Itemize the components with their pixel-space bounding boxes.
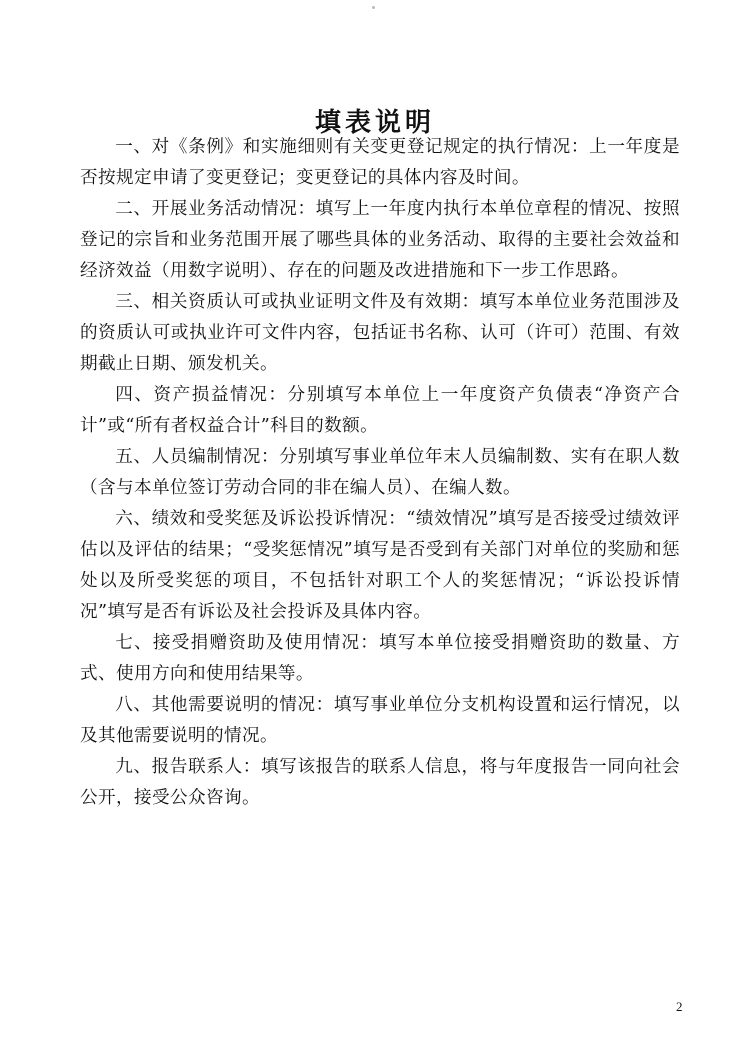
instruction-item-3: 三、相关资质认可或执业证明文件及有效期：填写本单位业务范围涉及的资质认可或执业许可文件内容，包括证书名称、认可（许可）范围、有效期截止日期、颁发机关。 [80, 292, 680, 374]
instruction-item-9: 九、报告联系人：填写该报告的联系人信息，将与年度报告一同向社会公开，接受公众咨询。 [80, 757, 680, 808]
instruction-item-2: 二、开展业务活动情况：填写上一年度内执行本单位章程的情况、按照登记的宗旨和业务范围开展了哪些具体的业务活动、取得的主要社会效益和经济效益（用数字说明）、存在的问题及改进措施和下一步工作思路。 [80, 199, 680, 281]
instruction-item-1: 一、对《条例》和实施细则有关变更登记规定的执行情况：上一年度是否按规定申请了变更登记；变更登记的具体内容及时间。 [80, 137, 680, 188]
instruction-item-7: 七、接受捐赠资助及使用情况：填写本单位接受捐赠资助的数量、方式、使用方向和使用结果等。 [80, 633, 680, 684]
instruction-item-6: 六、绩效和受奖惩及诉讼投诉情况：“绩效情况”填写是否接受过绩效评估以及评估的结果；“受奖惩情况”填写是否受到有关部门对单位的奖励和惩处以及所受奖惩的项目，不包括针对职工个人的奖惩情况；“诉讼投诉情况”填写是否有诉讼及社会投诉及具体内容。 [80, 509, 680, 622]
instructions-body [80, 132, 680, 814]
page-title: 填表说明 [314, 108, 435, 139]
instruction-item-5: 五、人员编制情况：分别填写事业单位年末人员编制数、实有在职人数（含与本单位签订劳动合同的非在编人员）、在编人数。 [80, 447, 680, 498]
instruction-item-4: 四、资产损益情况：分别填写本单位上一年度资产负债表“净资产合计”或“所有者权益合计”科目的数额。 [80, 385, 680, 436]
instruction-item-8: 八、其他需要说明的情况：填写事业单位分支机构设置和运行情况，以及其他需要说明的情况。 [80, 695, 680, 746]
scan-speck [372, 6, 375, 9]
page-number: 2 [676, 999, 683, 1014]
